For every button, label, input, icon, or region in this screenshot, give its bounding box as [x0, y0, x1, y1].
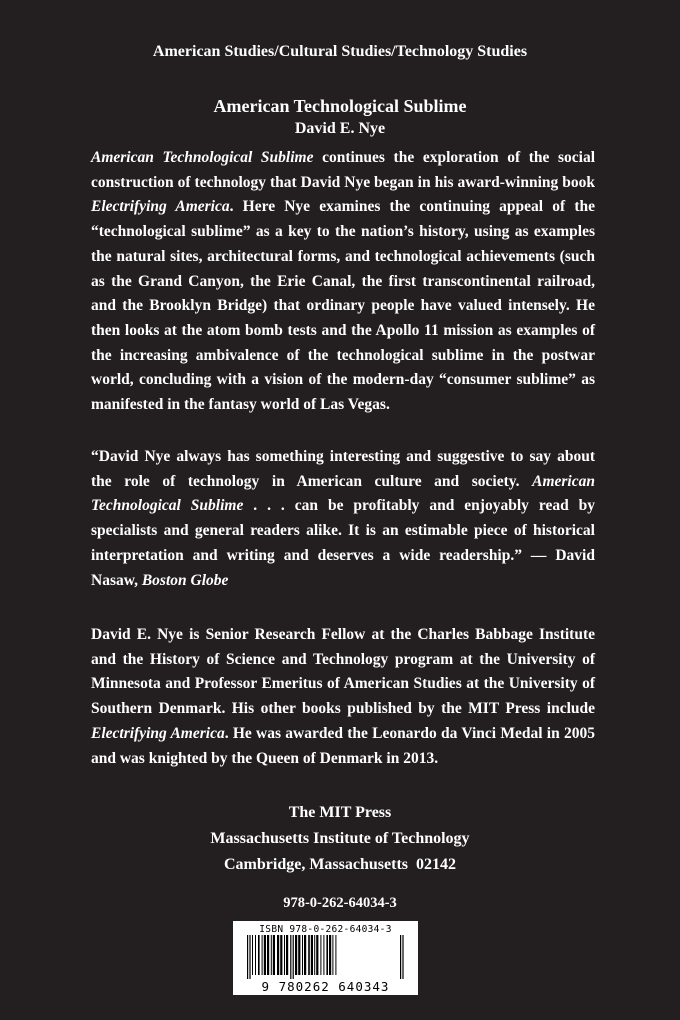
category-line: American Studies/Cultural Studies/Technology Studies	[152, 43, 528, 60]
description-title-italic: American Technological Sublime	[91, 149, 314, 166]
publisher-block	[0, 800, 680, 878]
barcode-bar	[314, 935, 315, 975]
barcode-isbn-label: ISBN 978-0-262-64034-3	[259, 924, 392, 935]
publisher-name: The MIT Press	[288, 804, 392, 821]
review-title-italic: American Technological Sublime	[91, 472, 595, 515]
bio-book-italic: Electrifying America	[91, 724, 225, 742]
barcode-bar	[247, 935, 248, 979]
barcode-bar	[329, 935, 331, 975]
barcode-bar	[295, 935, 297, 975]
bio-text-a: David E. Nye is Senior Research Fellow at the Charles Babbage Institute and the History of Science and Technology program at the University of Minnesota and Professor Emeritus of American Studies at the University of Southern Denmark. His other books published by the MIT Press include	[91, 626, 595, 718]
description-text-b: . Here Nye examines the continuing appeal of the “technological sublime” as a key to the nation’s history, using as examples the natural sites, architectural forms, and technological achievements (such as the Grand Canyon, the Erie Canal, the first transcontinental railroad, and the Brooklyn Bridge) that ordinary people have valued intensely. He then looks at the atom bomb tests and the Apollo 11 mission as examples of the increasing ambivalence of the technological sublime in the postwar world, concluding with a vision of the modern-day “consumer sublime” as manifested in the fantasy world of Las Vegas.	[91, 198, 595, 414]
barcode-bar	[304, 935, 306, 975]
barcode-bar	[258, 935, 260, 975]
barcode-bar	[267, 935, 269, 975]
review-text-b: . . . can be profitably and enjoyably read by specialists and general readers alike. It is an estimable piece of historical interpretation and writing and deserves a wide readership.” — David Nasaw,	[91, 497, 596, 589]
description-paragraph	[91, 146, 595, 418]
author-bio-paragraph	[91, 623, 595, 771]
barcode-bar	[323, 935, 324, 975]
bio-text-b: . He was awarded the Leonardo da Vinci Medal in 2005 and was knighted by the Queen of Denmark in 2013.	[91, 724, 595, 767]
publisher-address: Cambridge, Massachusetts 02142	[224, 856, 456, 873]
isbn-number: 978-0-262-64034-3	[283, 895, 397, 911]
barcode-bar	[400, 935, 401, 979]
barcode-bar	[298, 935, 300, 975]
review-source-italic: Boston Globe	[141, 571, 229, 589]
barcode-bar	[320, 935, 321, 975]
description-book-italic: Electrifying America	[91, 198, 230, 216]
barcode-bar	[264, 935, 266, 975]
barcode-bar	[326, 935, 328, 975]
barcode-bar	[290, 935, 291, 979]
review-paragraph	[91, 445, 595, 593]
barcode-bar	[335, 935, 336, 975]
barcode	[233, 921, 418, 995]
barcode-bar	[262, 935, 263, 975]
barcode-bar	[255, 935, 256, 975]
barcode-bar	[252, 935, 253, 975]
barcode-bar	[271, 935, 272, 975]
review-text-a: “David Nye always has something interesting and suggestive to say about the role of technology in American culture and society.	[91, 448, 595, 490]
description-text-a: continues the exploration of the social construction of technology that David Nye began in his award-winning book	[91, 149, 596, 191]
barcode-bar	[286, 935, 288, 975]
barcode-bar	[249, 935, 250, 979]
barcode-bar	[402, 935, 403, 979]
barcode-bar	[332, 935, 333, 975]
barcode-bar	[293, 935, 294, 979]
barcode-bar	[273, 935, 275, 975]
barcode-bar	[311, 935, 313, 975]
barcode-bar	[280, 935, 282, 975]
book-title: American Technological Sublime	[213, 96, 467, 116]
barcode-bar	[277, 935, 279, 975]
author-name: David E. Nye	[294, 120, 386, 137]
barcode-digits: 9 780262 640343	[261, 979, 390, 994]
barcode-bar	[316, 935, 318, 975]
barcode-bars	[245, 935, 406, 979]
barcode-bar	[302, 935, 303, 975]
barcode-bar	[284, 935, 285, 975]
barcode-bar	[308, 935, 310, 975]
publisher-institution: Massachusetts Institute of Technology	[210, 830, 470, 847]
